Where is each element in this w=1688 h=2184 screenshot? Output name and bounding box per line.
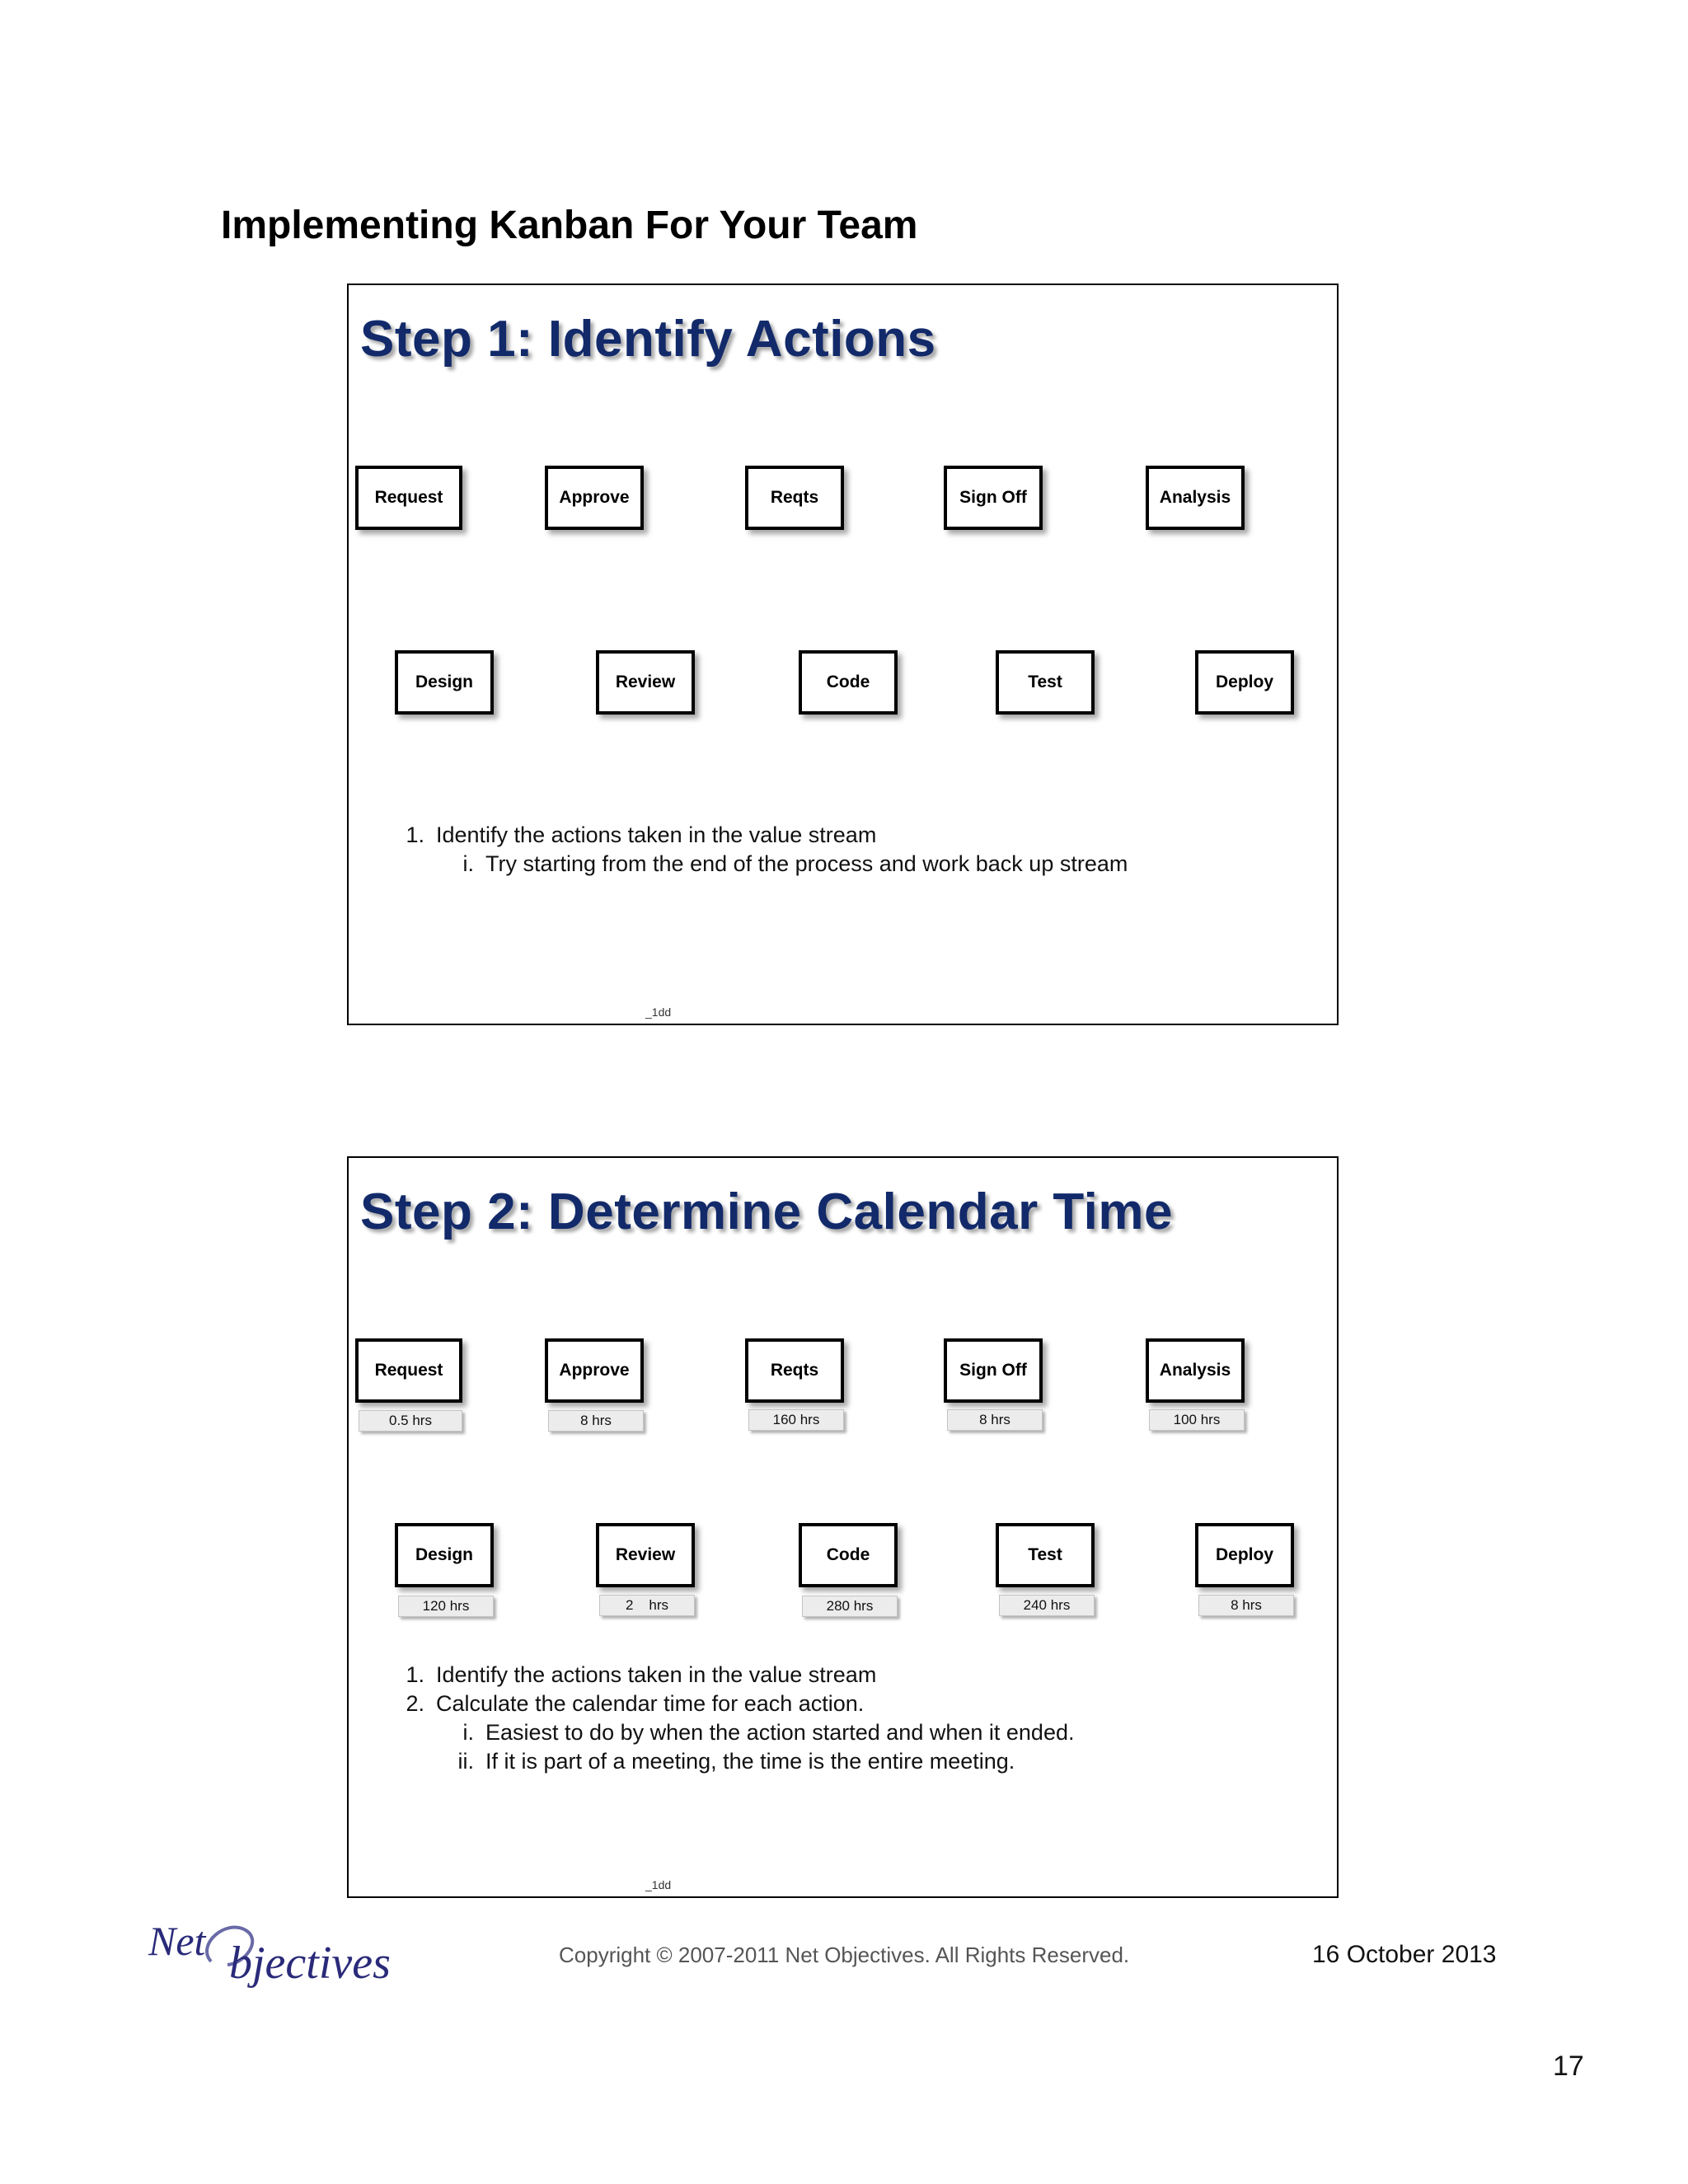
slide-title: Step 2: Determine Calendar Time — [360, 1183, 1174, 1240]
action-box-request: Request — [355, 466, 462, 530]
net-objectives-logo — [147, 1912, 427, 1994]
note-item — [398, 1690, 1074, 1718]
action-box-deploy: Deploy — [1195, 650, 1294, 715]
slide-step-2 — [347, 1156, 1339, 1898]
time-label-reqts: 160 hrs — [748, 1409, 844, 1431]
svg-text:Net: Net — [148, 1918, 206, 1964]
note-text: Identify the actions taken in the value stream — [436, 1662, 877, 1687]
note-subitem — [398, 1747, 1074, 1776]
action-box-approve: Approve — [545, 466, 644, 530]
action-box-review: Review — [596, 650, 695, 715]
time-label-code: 280 hrs — [802, 1596, 898, 1617]
action-box-deploy: Deploy — [1195, 1523, 1294, 1587]
note-text: Calculate the calendar time for each action. — [436, 1691, 865, 1716]
note-marker: ii. — [457, 1749, 474, 1774]
action-box-approve: Approve — [545, 1338, 644, 1403]
note-subitem — [398, 1718, 1074, 1747]
slide-title: Step 1: Identify Actions — [360, 311, 936, 368]
action-box-reqts: Reqts — [745, 1338, 844, 1403]
time-label-sign-off: 8 hrs — [947, 1409, 1043, 1431]
note-marker: 2. — [406, 1691, 424, 1716]
note-marker: i. — [462, 1720, 474, 1745]
action-box-reqts: Reqts — [745, 466, 844, 530]
action-box-design: Design — [395, 650, 494, 715]
note-marker: 1. — [406, 1662, 424, 1687]
document-date: 16 October 2013 — [1312, 1941, 1497, 1968]
note-marker: i. — [462, 851, 474, 876]
action-box-test: Test — [996, 650, 1095, 715]
slide-notes — [398, 821, 1128, 879]
document-title: Implementing Kanban For Your Team — [221, 204, 918, 247]
slide-step-1 — [347, 284, 1339, 1025]
note-text: If it is part of a meeting, the time is the entire meeting. — [485, 1749, 1015, 1774]
note-text: Try starting from the end of the process and work back up stream — [485, 851, 1128, 876]
slide-footer: _1dd — [645, 1005, 672, 1019]
time-label-request: 0.5 hrs — [359, 1410, 462, 1432]
action-box-request: Request — [355, 1338, 462, 1403]
slide-footer: _1dd — [645, 1878, 672, 1891]
svg-text:bjectives: bjectives — [229, 1938, 391, 1989]
time-label-review: 2 hrs — [599, 1595, 695, 1616]
action-box-analysis: Analysis — [1146, 466, 1245, 530]
time-label-analysis: 100 hrs — [1149, 1409, 1245, 1431]
note-subitem — [398, 850, 1128, 879]
note-text: Easiest to do by when the action started and when it ended. — [485, 1720, 1075, 1745]
action-box-sign-off: Sign Off — [944, 1338, 1043, 1403]
note-item — [398, 1661, 1074, 1690]
action-box-code: Code — [799, 650, 898, 715]
slide-notes — [398, 1661, 1074, 1776]
time-label-design: 120 hrs — [398, 1596, 494, 1617]
note-item — [398, 821, 1128, 850]
time-label-test: 240 hrs — [999, 1595, 1095, 1616]
copyright-text: Copyright © 2007-2011 Net Objectives. All Rights Reserved. — [559, 1943, 1130, 1967]
note-text: Identify the actions taken in the value stream — [436, 823, 877, 847]
action-box-review: Review — [596, 1523, 695, 1587]
time-label-deploy: 8 hrs — [1198, 1595, 1294, 1616]
action-box-sign-off: Sign Off — [944, 466, 1043, 530]
action-box-code: Code — [799, 1523, 898, 1587]
action-box-design: Design — [395, 1523, 494, 1587]
page-number: 17 — [1553, 2050, 1584, 2082]
action-box-analysis: Analysis — [1146, 1338, 1245, 1403]
action-box-test: Test — [996, 1523, 1095, 1587]
note-marker: 1. — [406, 823, 424, 847]
time-label-approve: 8 hrs — [548, 1410, 644, 1432]
